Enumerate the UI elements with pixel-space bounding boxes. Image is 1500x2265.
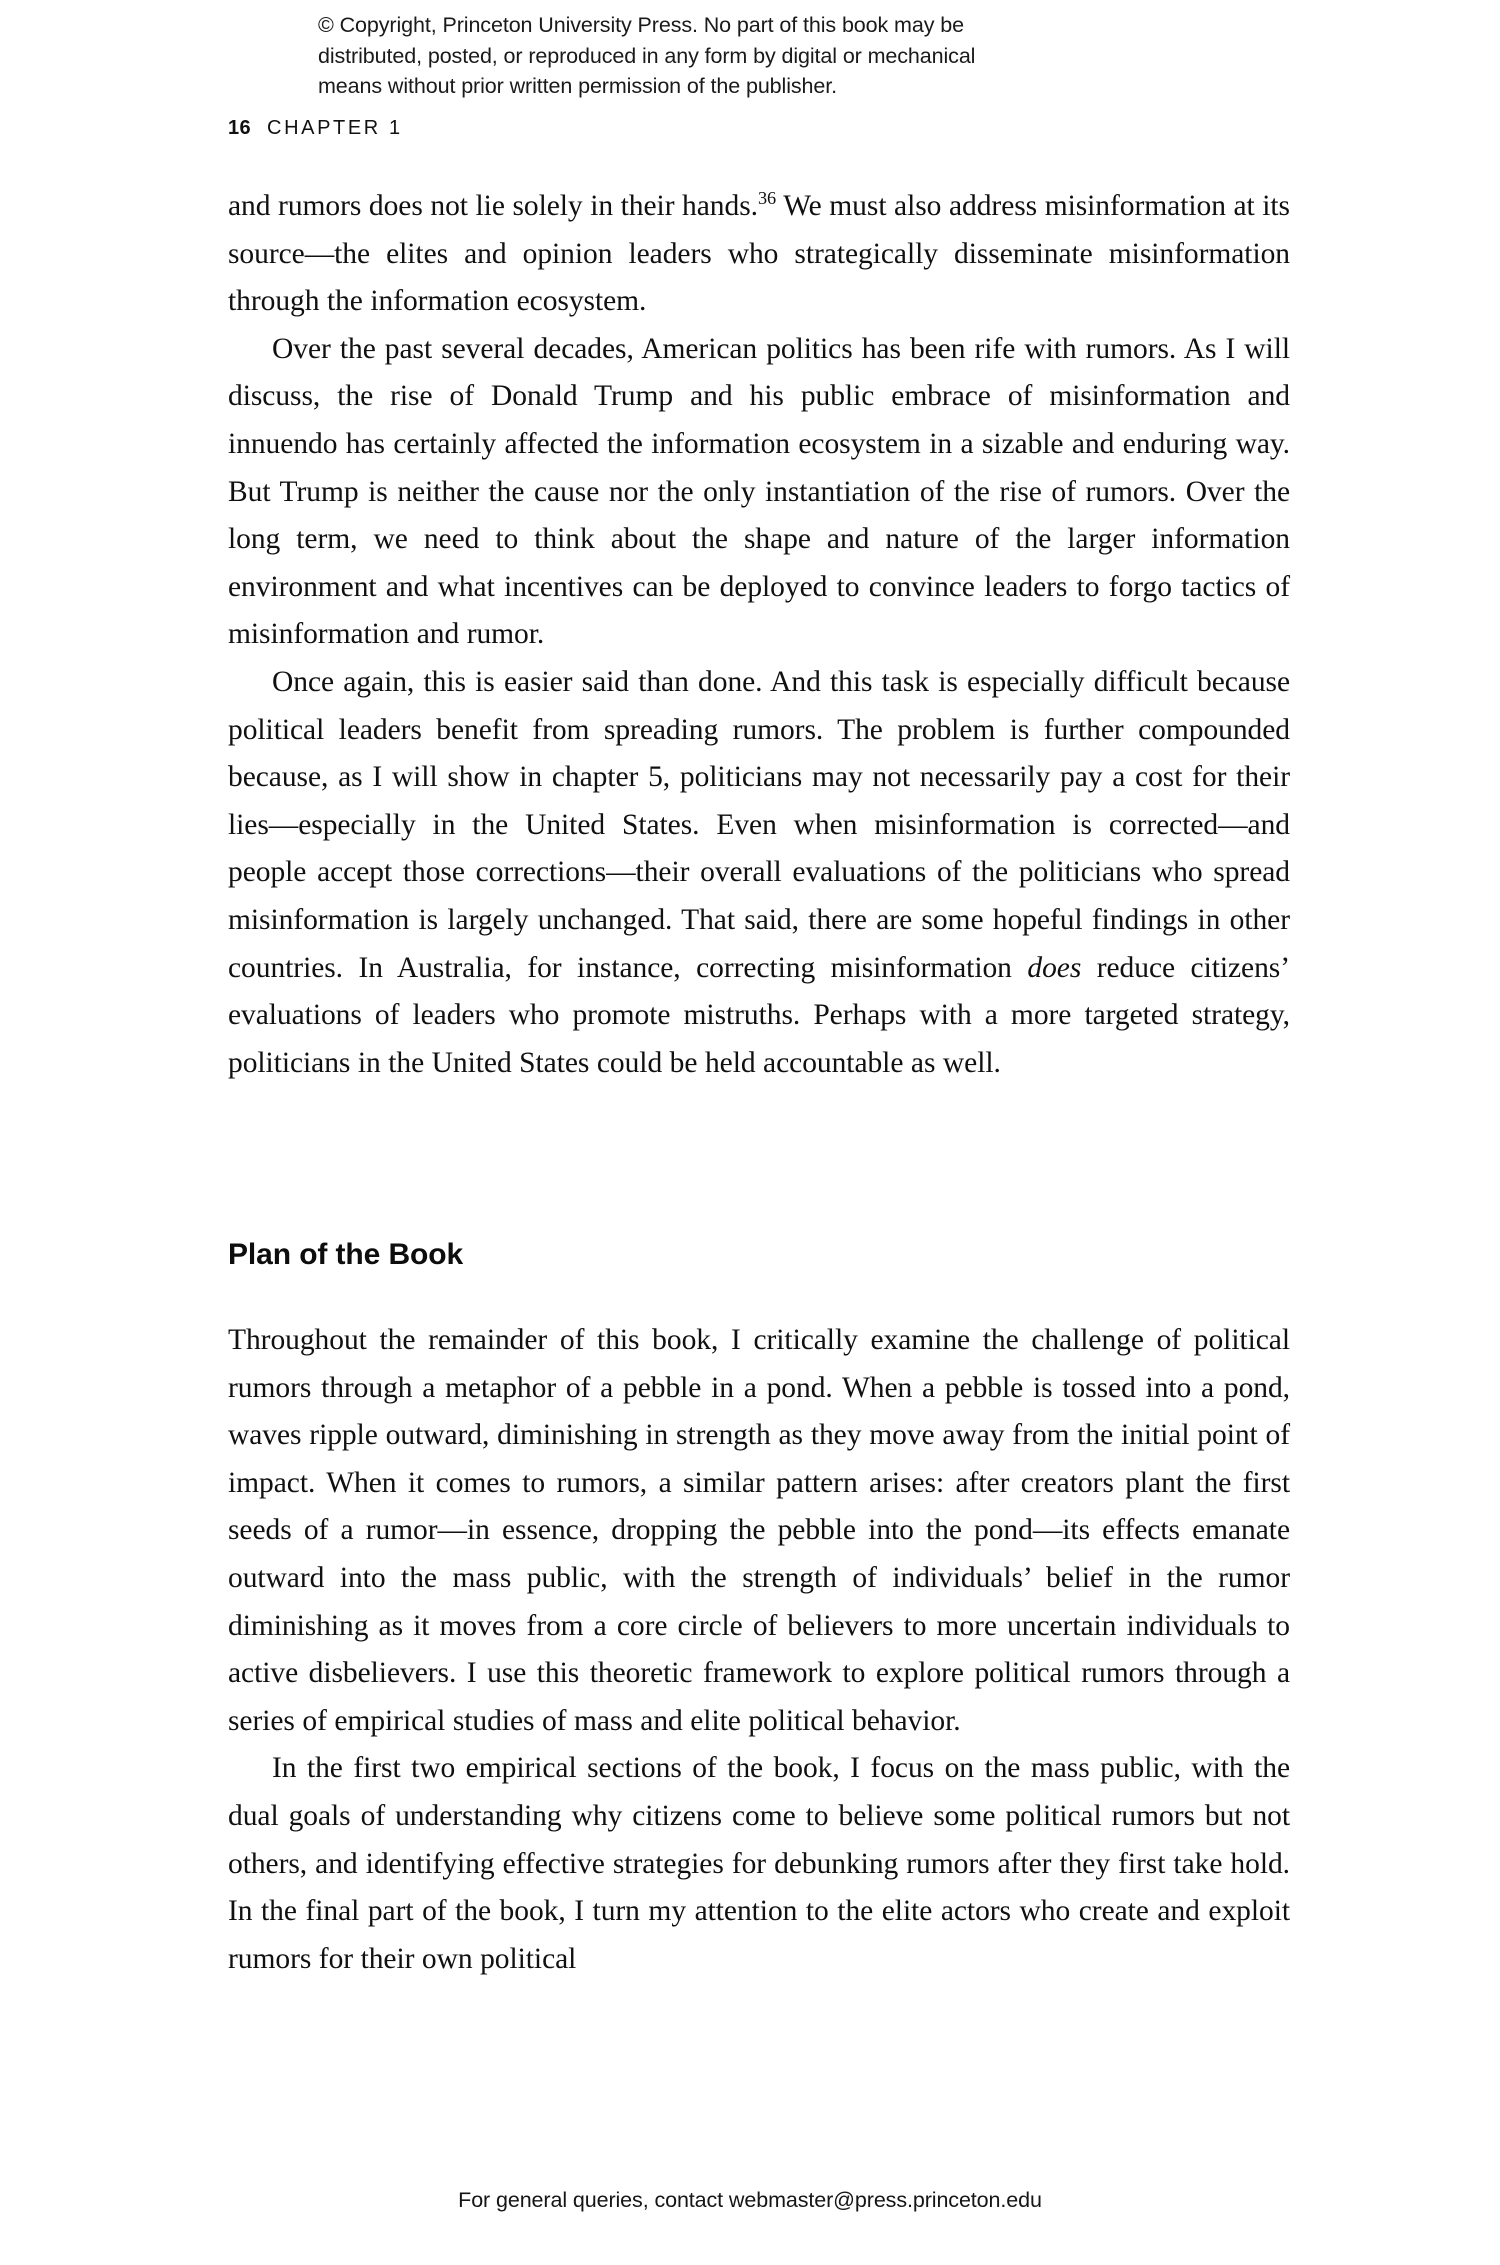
copyright-line-3: means without prior written permission of the publisher. xyxy=(318,74,838,98)
footnote-marker: 36 xyxy=(757,188,777,209)
page-footer: For general queries, contact webmaster@press.princeton.edu xyxy=(458,2188,1042,2212)
body-column-lower xyxy=(228,1317,1290,1983)
paragraph-continued xyxy=(228,183,1290,326)
paragraph-2: Over the past several decades, American politics has been rife with rumors. As I will discuss, the rise of Donald Trump and his public embrace of misinformation and innuendo has certainly affected the information ecosystem in a sizable and enduring way. But Trump is neither the cause nor the only instantiation of the rise of rumors. Over the long term, we need to think about the shape and nature of the larger information environment and what incentives can be deployed to convince leaders to forgo tactics of misinformation and rumor. xyxy=(228,332,1290,651)
copyright-line-1: © Copyright, Princeton University Press. No part of this book may be xyxy=(318,13,964,37)
body-column-upper xyxy=(228,183,1290,1087)
paragraph-1-text-b: We must also address misinformation at its source—the elites and opinion leaders who strategically disseminate misinformation through the information ecosystem. xyxy=(228,190,1290,318)
paragraph-3-text-a: Once again, this is easier said than done. And this task is especially difficult because political leaders benefit from spreading rumors. The problem is further compounded because, as I will show in chapter 5, politicians may not necessarily pay a cost for their lies—especially in the United States. Even when misinformation is corrected—and people accept those corrections—their overall evaluations of the politicians who spread misinformation is largely unchanged. That said, there are some hopeful findings in other countries. In Australia, for instance, correcting misinformation xyxy=(228,665,1290,984)
paragraph-3-text-b: reduce citizens’ evaluations of leaders who promote mistruths. Perhaps with a more targeted strategy, politicians in the United States could be held accountable as well. xyxy=(228,951,1291,1079)
running-head xyxy=(228,117,403,140)
section-heading: Plan of the Book xyxy=(228,1238,464,1271)
copyright-notice xyxy=(318,10,1188,102)
chapter-label: CHAPTER 1 xyxy=(267,117,403,139)
page-number: 16 xyxy=(228,117,252,139)
paragraph-3 xyxy=(228,659,1290,1087)
emphasis-does: does xyxy=(1027,951,1082,984)
copyright-line-2: distributed, posted, or reproduced in any form by digital or mechanical xyxy=(318,43,976,68)
section-paragraph-1: Throughout the remainder of this book, I critically examine the challenge of political rumors through a metaphor of a pebble in a pond. When a pebble is tossed into a pond, waves ripple outward, diminishing in strength as they move away from the initial point of impact. When it comes to rumors, a similar pattern arises: after creators plant the first seeds of a rumor—in essence, dropping the pebble into the pond—its effects emanate outward into the mass public, with the strength of individuals’ belief in the rumor diminishing as it moves from a core circle of believers to more uncertain individuals to active disbelievers. I use this theoretic framework to explore political rumors through a series of empirical studies of mass and elite political behavior. xyxy=(228,1324,1290,1737)
paragraph-1-text-a: and rumors does not lie solely in their hands. xyxy=(228,190,758,222)
section-paragraph-2: In the first two empirical sections of the book, I focus on the mass public, with the dual goals of understanding why citizens come to believe some political rumors but not others, and identifying effective strategies for debunking rumors after they first take hold. In the final part of the book, I turn my attention to the elite actors who create and exploit rumors for their own political xyxy=(228,1752,1290,1975)
